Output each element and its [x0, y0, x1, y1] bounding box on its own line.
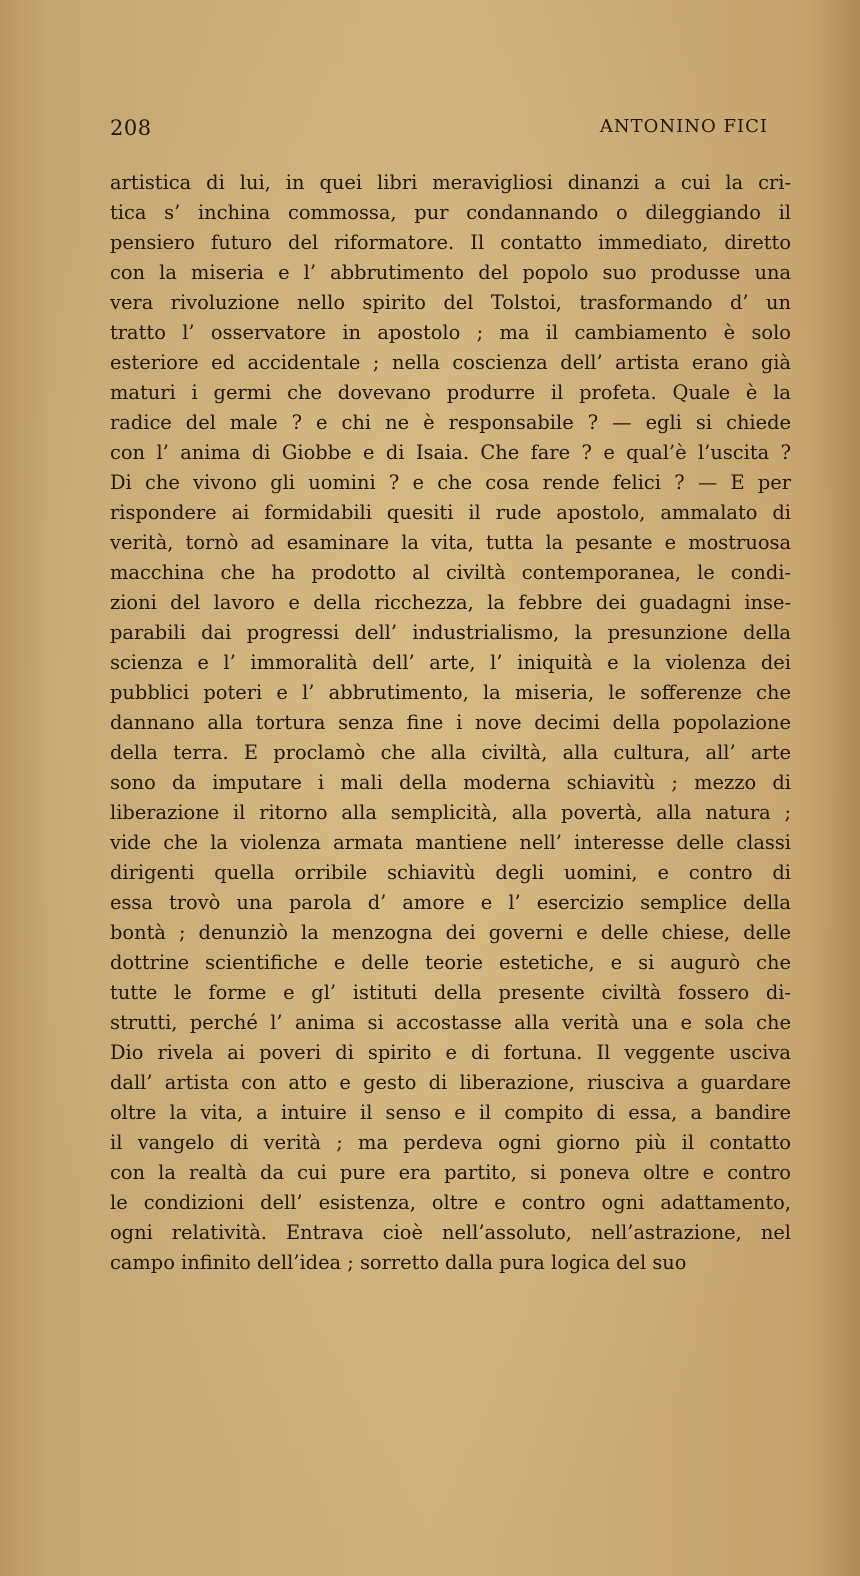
page-header: [110, 116, 768, 146]
text-line: ogni relatività. Entrava cioè nell’assoluto, nell’astrazione, nel: [110, 1221, 791, 1244]
text-line: con la miseria e l’ abbrutimento del popolo suo produsse una: [110, 261, 791, 284]
text-line: pensiero futuro del riformatore. Il contatto immediato, diretto: [110, 231, 791, 254]
text-line: vide che la violenza armata mantiene nell’ interesse delle classi: [110, 831, 791, 854]
text-line: dall’ artista con atto e gesto di liberazione, riusciva a guardare: [110, 1071, 791, 1094]
text-line: dottrine scientifiche e delle teorie estetiche, e si augurò che: [110, 951, 791, 974]
text-line: macchina che ha prodotto al civiltà contemporanea, le condi-: [110, 561, 791, 584]
text-line: vera rivoluzione nello spirito del Tolstoi, trasformando d’ un: [110, 291, 791, 314]
text-line: liberazione il ritorno alla semplicità, alla povertà, alla natura ;: [110, 801, 791, 824]
text-line: le condizioni dell’ esistenza, oltre e contro ogni adattamento,: [110, 1191, 791, 1214]
running-head: ANTONINO FICI: [599, 116, 768, 137]
text-line: essa trovò una parola d’ amore e l’ esercizio semplice della: [110, 891, 791, 914]
text-line: rispondere ai formidabili quesiti il rude apostolo, ammalato di: [110, 501, 791, 524]
text-line: tratto l’ osservatore in apostolo ; ma il cambiamento è solo: [110, 321, 791, 344]
body-text: [110, 168, 791, 1278]
text-line: con l’ anima di Giobbe e di Isaia. Che fare ? e qual’è l’uscita ?: [110, 441, 791, 464]
text-line: della terra. E proclamò che alla civiltà, alla cultura, all’ arte: [110, 741, 791, 764]
text-line: tutte le forme e gl’ istituti della presente civiltà fossero di-: [110, 981, 791, 1004]
text-line: strutti, perché l’ anima si accostasse alla verità una e sola che: [110, 1011, 791, 1034]
text-line: dannano alla tortura senza fine i nove decimi della popolazione: [110, 711, 791, 734]
text-line: scienza e l’ immoralità dell’ arte, l’ iniquità e la violenza dei: [110, 651, 791, 674]
text-line: campo infinito dell’idea ; sorretto dalla pura logica del suo: [110, 1251, 687, 1274]
text-line: maturi i germi che dovevano produrre il profeta. Quale è la: [110, 381, 791, 404]
text-line: pubblici poteri e l’ abbrutimento, la miseria, le sofferenze che: [110, 681, 791, 704]
text-line: parabili dai progressi dell’ industrialismo, la presunzione della: [110, 621, 791, 644]
text-line: dirigenti quella orribile schiavitù degli uomini, e contro di: [110, 861, 791, 884]
text-line: tica s’ inchina commossa, pur condannando o dileggiando il: [110, 201, 791, 224]
text-line: esteriore ed accidentale ; nella coscienza dell’ artista erano già: [110, 351, 791, 374]
text-line: il vangelo di verità ; ma perdeva ogni giorno più il contatto: [110, 1131, 791, 1154]
text-line: verità, tornò ad esaminare la vita, tutta la pesante e mostruosa: [110, 531, 791, 554]
text-line: oltre la vita, a intuire il senso e il compito di essa, a bandire: [110, 1101, 791, 1124]
text-line: zioni del lavoro e della ricchezza, la febbre dei guadagni inse-: [110, 591, 791, 614]
page-number: 208: [110, 116, 152, 140]
text-line: Di che vivono gli uomini ? e che cosa rende felici ? — E per: [110, 471, 791, 494]
text-line: artistica di lui, in quei libri meravigliosi dinanzi a cui la cri-: [110, 171, 791, 194]
text-line: sono da imputare i mali della moderna schiavitù ; mezzo di: [110, 771, 791, 794]
text-line: bontà ; denunziò la menzogna dei governi e delle chiese, delle: [110, 921, 791, 944]
text-line: Dio rivela ai poveri di spirito e di fortuna. Il veggente usciva: [110, 1041, 791, 1064]
text-line: con la realtà da cui pure era partito, si poneva oltre e contro: [110, 1161, 791, 1184]
text-line: radice del male ? e chi ne è responsabile ? — egli si chiede: [110, 411, 791, 434]
